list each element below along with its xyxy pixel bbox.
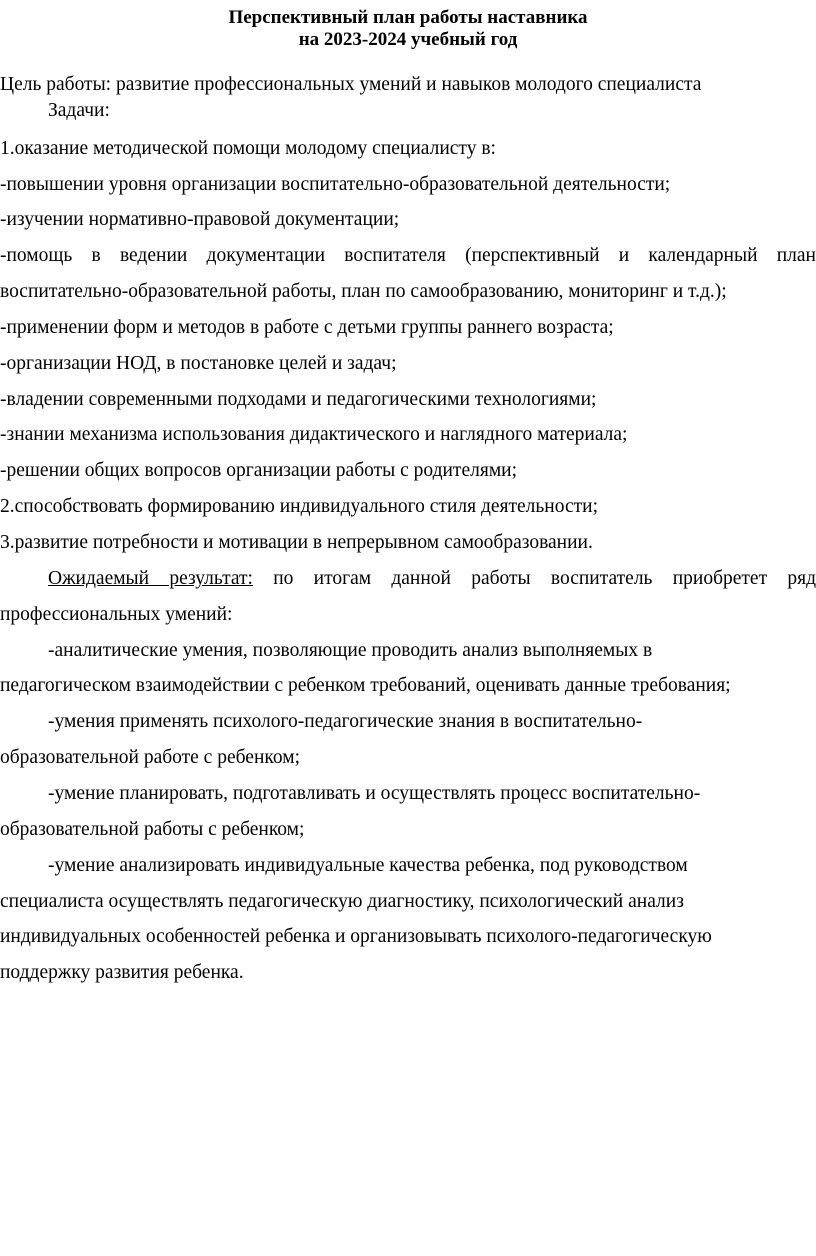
result-item-continuation: образовательной работы с ребенком; — [0, 819, 305, 840]
result-item: -аналитические умения, позволяющие проводить анализ выполняемых в — [48, 640, 653, 661]
task-1-item: -решении общих вопросов организации работы с родителями; — [0, 460, 518, 481]
result-item: -умение планировать, подготавливать и осуществлять процесс воспитательно- — [48, 783, 701, 804]
task-1-item-continuation: воспитательно-образовательной работы, план по самообразованию, мониторинг и т.д.); — [0, 281, 727, 302]
result-item-continuation: специалиста осуществлять педагогическую диагностику, психологический анализ — [0, 891, 684, 912]
goal-text: Цель работы: развитие профессиональных умений и навыков молодого специалиста — [0, 74, 702, 95]
task-1-heading: 1.оказание методической помощи молодому специалисту в: — [0, 138, 496, 159]
result-item-continuation: поддержку развития ребенка. — [0, 962, 244, 983]
document-title: Перспективный план работы наставника — [228, 7, 588, 28]
result-item-continuation: индивидуальных особенностей ребенка и организовывать психолого-педагогическую — [0, 926, 712, 947]
result-item: -умение анализировать индивидуальные качества ребенка, под руководством — [48, 855, 688, 876]
task-1-item: -владении современными подходами и педагогическими технологиями; — [0, 389, 597, 410]
task-3: 3.развитие потребности и мотивации в непрерывном самообразовании. — [0, 532, 593, 553]
expected-result-text: по итогам данной работы воспитатель приобретет ряд — [273, 568, 816, 589]
result-item: -умения применять психолого-педагогические знания в воспитательно- — [48, 711, 643, 732]
task-1-item: -организации НОД, в постановке целей и задач; — [0, 353, 397, 374]
tasks-label: Задачи: — [48, 100, 110, 121]
expected-result-line — [48, 566, 816, 592]
task-2: 2.способствовать формированию индивидуального стиля деятельности; — [0, 496, 598, 517]
result-item-continuation: образовательной работе с ребенком; — [0, 747, 300, 768]
expected-result-continuation: профессиональных умений: — [0, 604, 233, 625]
task-1-item: -повышении уровня организации воспитательно-образовательной деятельности; — [0, 174, 671, 195]
task-1-item: -знании механизма использования дидактического и наглядного материала; — [0, 424, 628, 445]
document-subtitle: на 2023-2024 учебный год — [298, 29, 518, 50]
task-1-item: -помощь в ведении документации воспитателя (перспективный и календарный план — [0, 245, 816, 266]
task-1-item: -применении форм и методов в работе с детьми группы раннего возраста; — [0, 317, 614, 338]
expected-result-label: Ожидаемый результат: — [48, 568, 253, 589]
result-item-continuation: педагогическом взаимодействии с ребенком требований, оценивать данные требования; — [0, 675, 731, 696]
task-1-item: -изучении нормативно-правовой документации; — [0, 209, 400, 230]
